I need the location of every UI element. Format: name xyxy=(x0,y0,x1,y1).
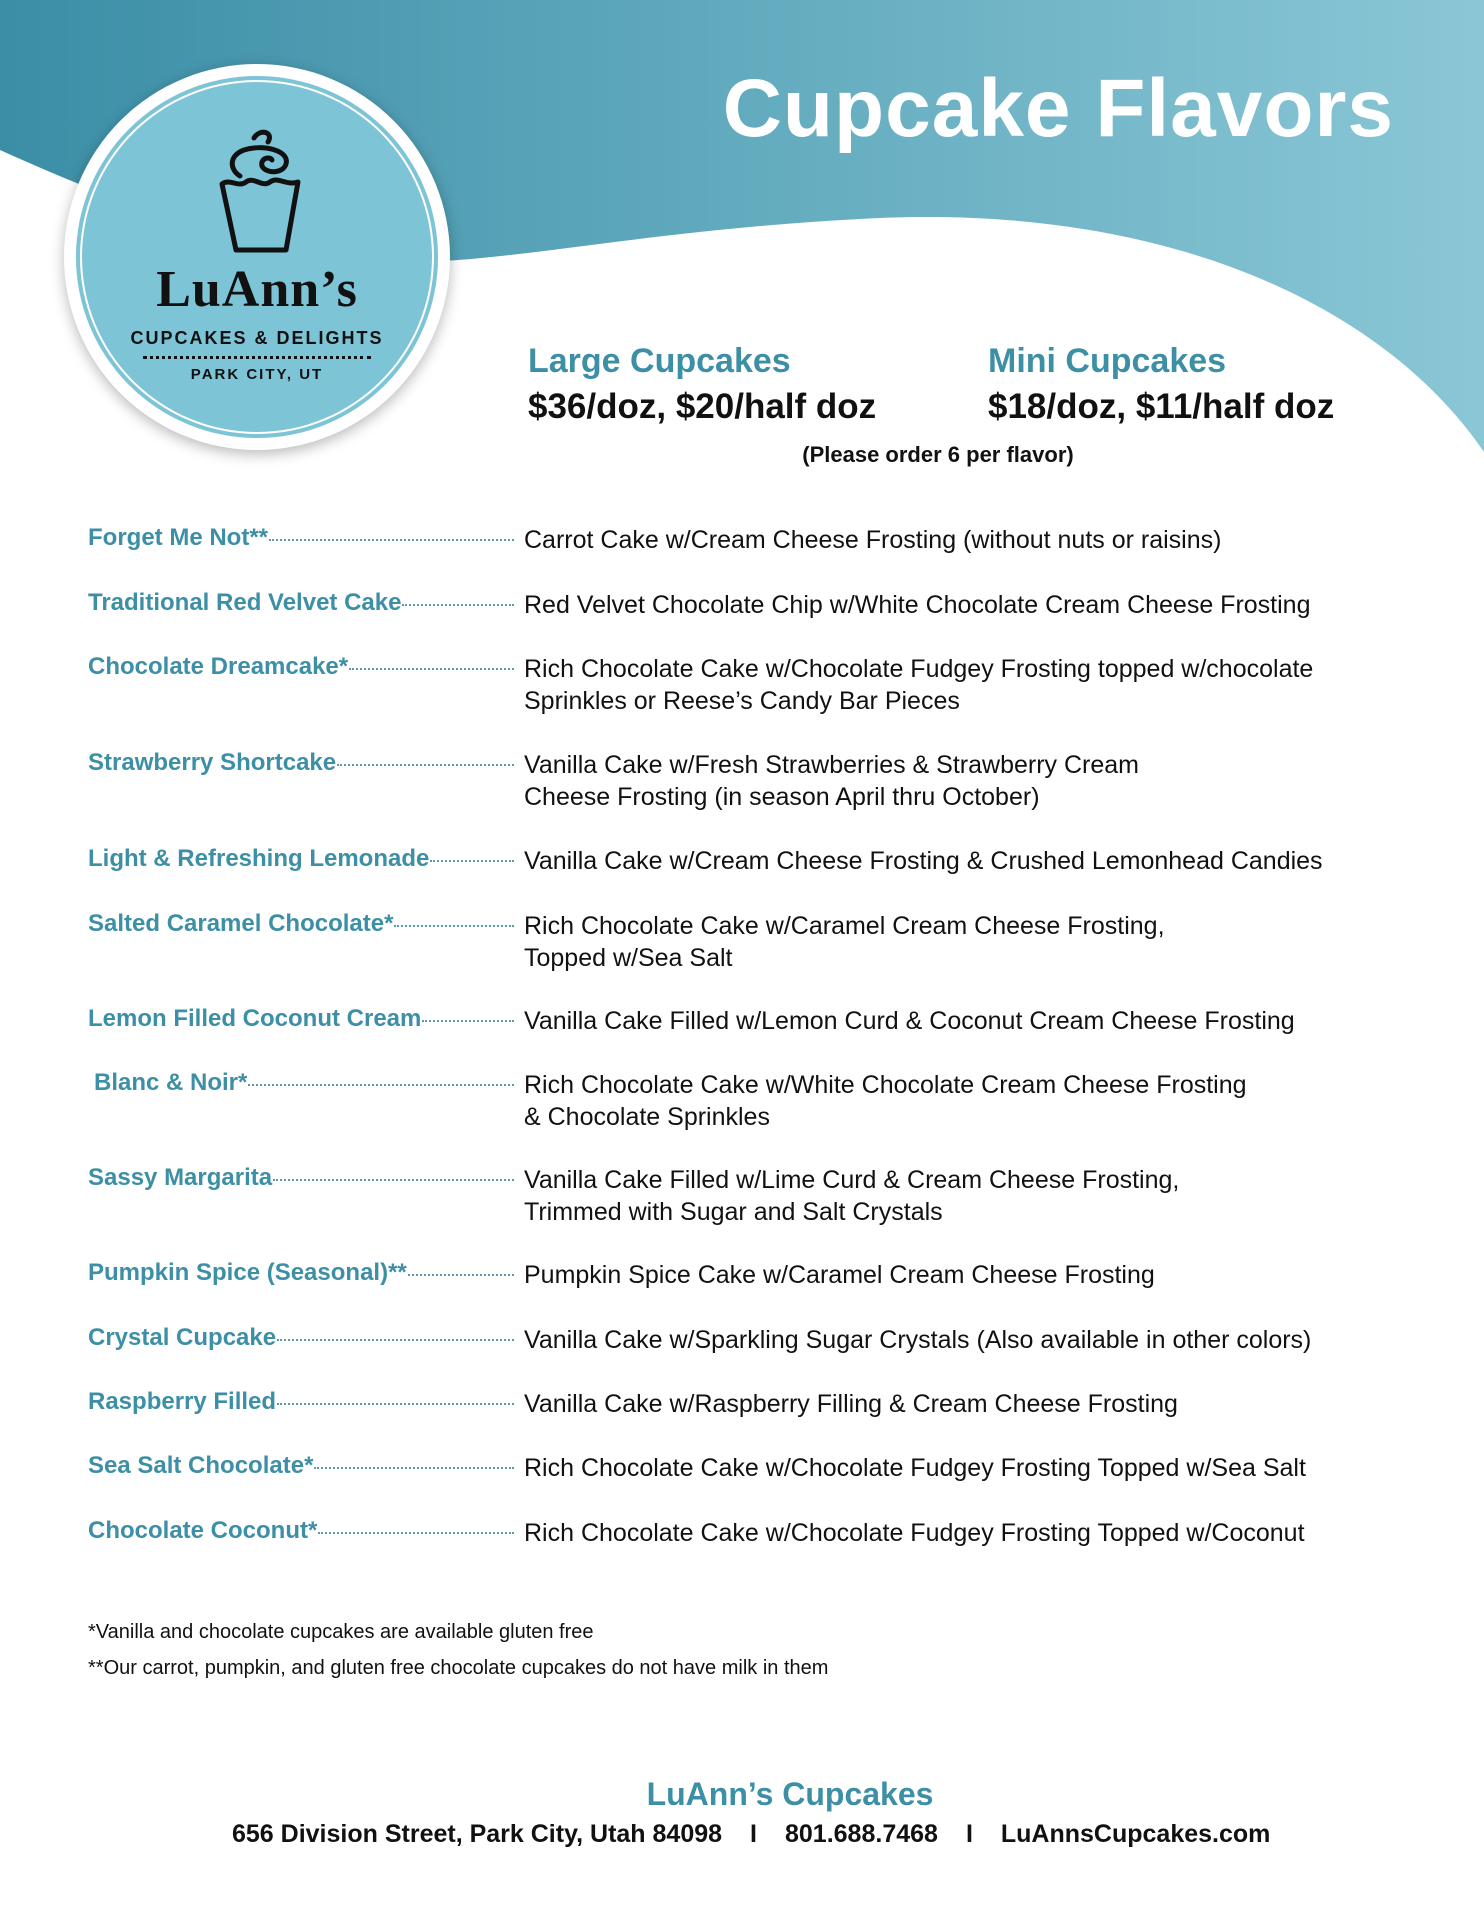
dot-leader xyxy=(248,1083,514,1086)
logo-divider xyxy=(143,356,371,359)
brand-logo xyxy=(64,64,450,450)
dot-leader xyxy=(277,1402,514,1405)
footnote-dairy-free: **Our carrot, pumpkin, and gluten free chocolate cupcakes do not have milk in them xyxy=(88,1657,829,1679)
flavor-description xyxy=(524,749,1484,813)
flavor-name: Light & Refreshing Lemonade xyxy=(88,845,430,872)
cupcake-icon xyxy=(210,126,310,254)
flavor-description xyxy=(524,1452,1484,1484)
logo-badge xyxy=(76,76,438,438)
flavor-description xyxy=(524,1388,1484,1420)
footer-separator: I xyxy=(750,1820,757,1848)
dot-leader xyxy=(273,1178,514,1181)
flavor-name: Forget Me Not** xyxy=(88,524,268,551)
flavor-description-line: Rich Chocolate Cake w/Chocolate Fudgey Frosting topped w/chocolate xyxy=(524,655,1314,683)
flavor-description-line: Rich Chocolate Cake w/Chocolate Fudgey Frosting Topped w/Coconut xyxy=(524,1519,1305,1547)
footer-phone[interactable]: 801.688.7468 xyxy=(785,1820,938,1848)
dot-leader xyxy=(314,1466,514,1469)
flavor-description-line: Topped w/Sea Salt xyxy=(524,944,733,972)
flavor-description xyxy=(524,910,1484,974)
flavor-description-line: Pumpkin Spice Cake w/Caramel Cream Cheese Frosting xyxy=(524,1261,1155,1289)
flavor-description-line: Rich Chocolate Cake w/Chocolate Fudgey Frosting Topped w/Sea Salt xyxy=(524,1454,1306,1482)
pricing-large-label: Large Cupcakes xyxy=(528,342,791,380)
flavor-description-line: & Chocolate Sprinkles xyxy=(524,1103,770,1131)
flavor-description xyxy=(524,589,1484,621)
dot-leader xyxy=(394,924,514,927)
flavor-name: Salted Caramel Chocolate* xyxy=(88,910,394,937)
dot-leader xyxy=(337,763,514,766)
dot-leader xyxy=(422,1019,514,1022)
dot-leader xyxy=(402,603,514,606)
flavor-description-line: Vanilla Cake Filled w/Lemon Curd & Coconut Cream Cheese Frosting xyxy=(524,1007,1295,1035)
flavor-description-line: Trimmed with Sugar and Salt Crystals xyxy=(524,1198,943,1226)
flavor-name: Chocolate Coconut* xyxy=(88,1517,318,1544)
footnote-gluten-free: *Vanilla and chocolate cupcakes are available gluten free xyxy=(88,1621,594,1643)
flavor-description xyxy=(524,1005,1484,1037)
flavor-name: Sassy Margarita xyxy=(88,1164,273,1191)
flavor-description-line: Rich Chocolate Cake w/Caramel Cream Cheese Frosting, xyxy=(524,912,1165,940)
flavor-description-line: Sprinkles or Reese’s Candy Bar Pieces xyxy=(524,687,960,715)
flavor-description-line: Red Velvet Chocolate Chip w/White Chocolate Cream Cheese Frosting xyxy=(524,591,1311,619)
logo-name: LuAnn’s xyxy=(156,261,358,318)
pricing-mini-label: Mini Cupcakes xyxy=(988,342,1227,380)
flavor-description-line: Rich Chocolate Cake w/White Chocolate Cream Cheese Frosting xyxy=(524,1071,1247,1099)
flavor-name: Raspberry Filled xyxy=(88,1388,277,1415)
pricing-mini xyxy=(988,342,1334,427)
footer-address: 656 Division Street, Park City, Utah 84098 xyxy=(232,1820,723,1848)
flavor-description xyxy=(524,1164,1484,1228)
footer-website-link[interactable]: LuAnnsCupcakes.com xyxy=(1000,1820,1271,1848)
flavor-description xyxy=(524,845,1484,877)
flavor-description xyxy=(524,653,1484,717)
flavor-description-line: Vanilla Cake w/Cream Cheese Frosting & Crushed Lemonhead Candies xyxy=(524,847,1323,875)
flavor-description-line: Vanilla Cake w/Sparkling Sugar Crystals (Also available in other colors) xyxy=(524,1326,1312,1354)
page-title: Cupcake Flavors xyxy=(722,63,1394,154)
flavor-description-line: Vanilla Cake w/Fresh Strawberries & Strawberry Cream xyxy=(524,751,1140,779)
pricing-large-price: $36/doz, $20/half doz xyxy=(528,387,877,426)
dot-leader xyxy=(349,667,514,670)
flavor-description-line: Cheese Frosting (in season April thru October) xyxy=(524,783,1040,811)
footer-separator: I xyxy=(965,1820,973,1848)
flavor-description xyxy=(524,1259,1484,1291)
flavor-description-line: Carrot Cake w/Cream Cheese Frosting (without nuts or raisins) xyxy=(524,526,1222,554)
flavor-description xyxy=(524,1517,1484,1549)
flavor-description-line: Vanilla Cake w/Raspberry Filling & Cream Cheese Frosting xyxy=(524,1390,1178,1418)
flavor-name: Sea Salt Chocolate* xyxy=(88,1452,314,1479)
dot-leader xyxy=(430,859,514,862)
flavor-description-line: Vanilla Cake Filled w/Lime Curd & Cream Cheese Frosting, xyxy=(524,1166,1180,1194)
flavor-name: Lemon Filled Coconut Cream xyxy=(88,1005,422,1032)
pricing-mini-price: $18/doz, $11/half doz xyxy=(988,387,1335,426)
flavor-name: Blanc & Noir* xyxy=(94,1069,248,1096)
pricing-large xyxy=(528,342,876,427)
flavor-description xyxy=(524,1324,1484,1356)
flavor-name: Chocolate Dreamcake* xyxy=(88,653,349,680)
flavor-name: Strawberry Shortcake xyxy=(88,749,337,776)
dot-leader xyxy=(269,538,514,541)
logo-tagline: CUPCAKES & DELIGHTS xyxy=(130,328,384,348)
footer-contact xyxy=(232,1820,1270,1849)
flavor-description xyxy=(524,524,1484,556)
footer-brand: LuAnn’s Cupcakes xyxy=(646,1776,934,1812)
order-note: (Please order 6 per flavor) xyxy=(802,442,1074,467)
dot-leader xyxy=(277,1338,514,1341)
dot-leader xyxy=(318,1531,514,1534)
flavor-name: Traditional Red Velvet Cake xyxy=(88,589,402,616)
dot-leader xyxy=(408,1273,514,1276)
flavor-name: Crystal Cupcake xyxy=(88,1324,277,1351)
flavor-name: Pumpkin Spice (Seasonal)** xyxy=(88,1259,407,1286)
logo-location: PARK CITY, UT xyxy=(190,366,324,383)
flavor-description xyxy=(524,1069,1484,1133)
